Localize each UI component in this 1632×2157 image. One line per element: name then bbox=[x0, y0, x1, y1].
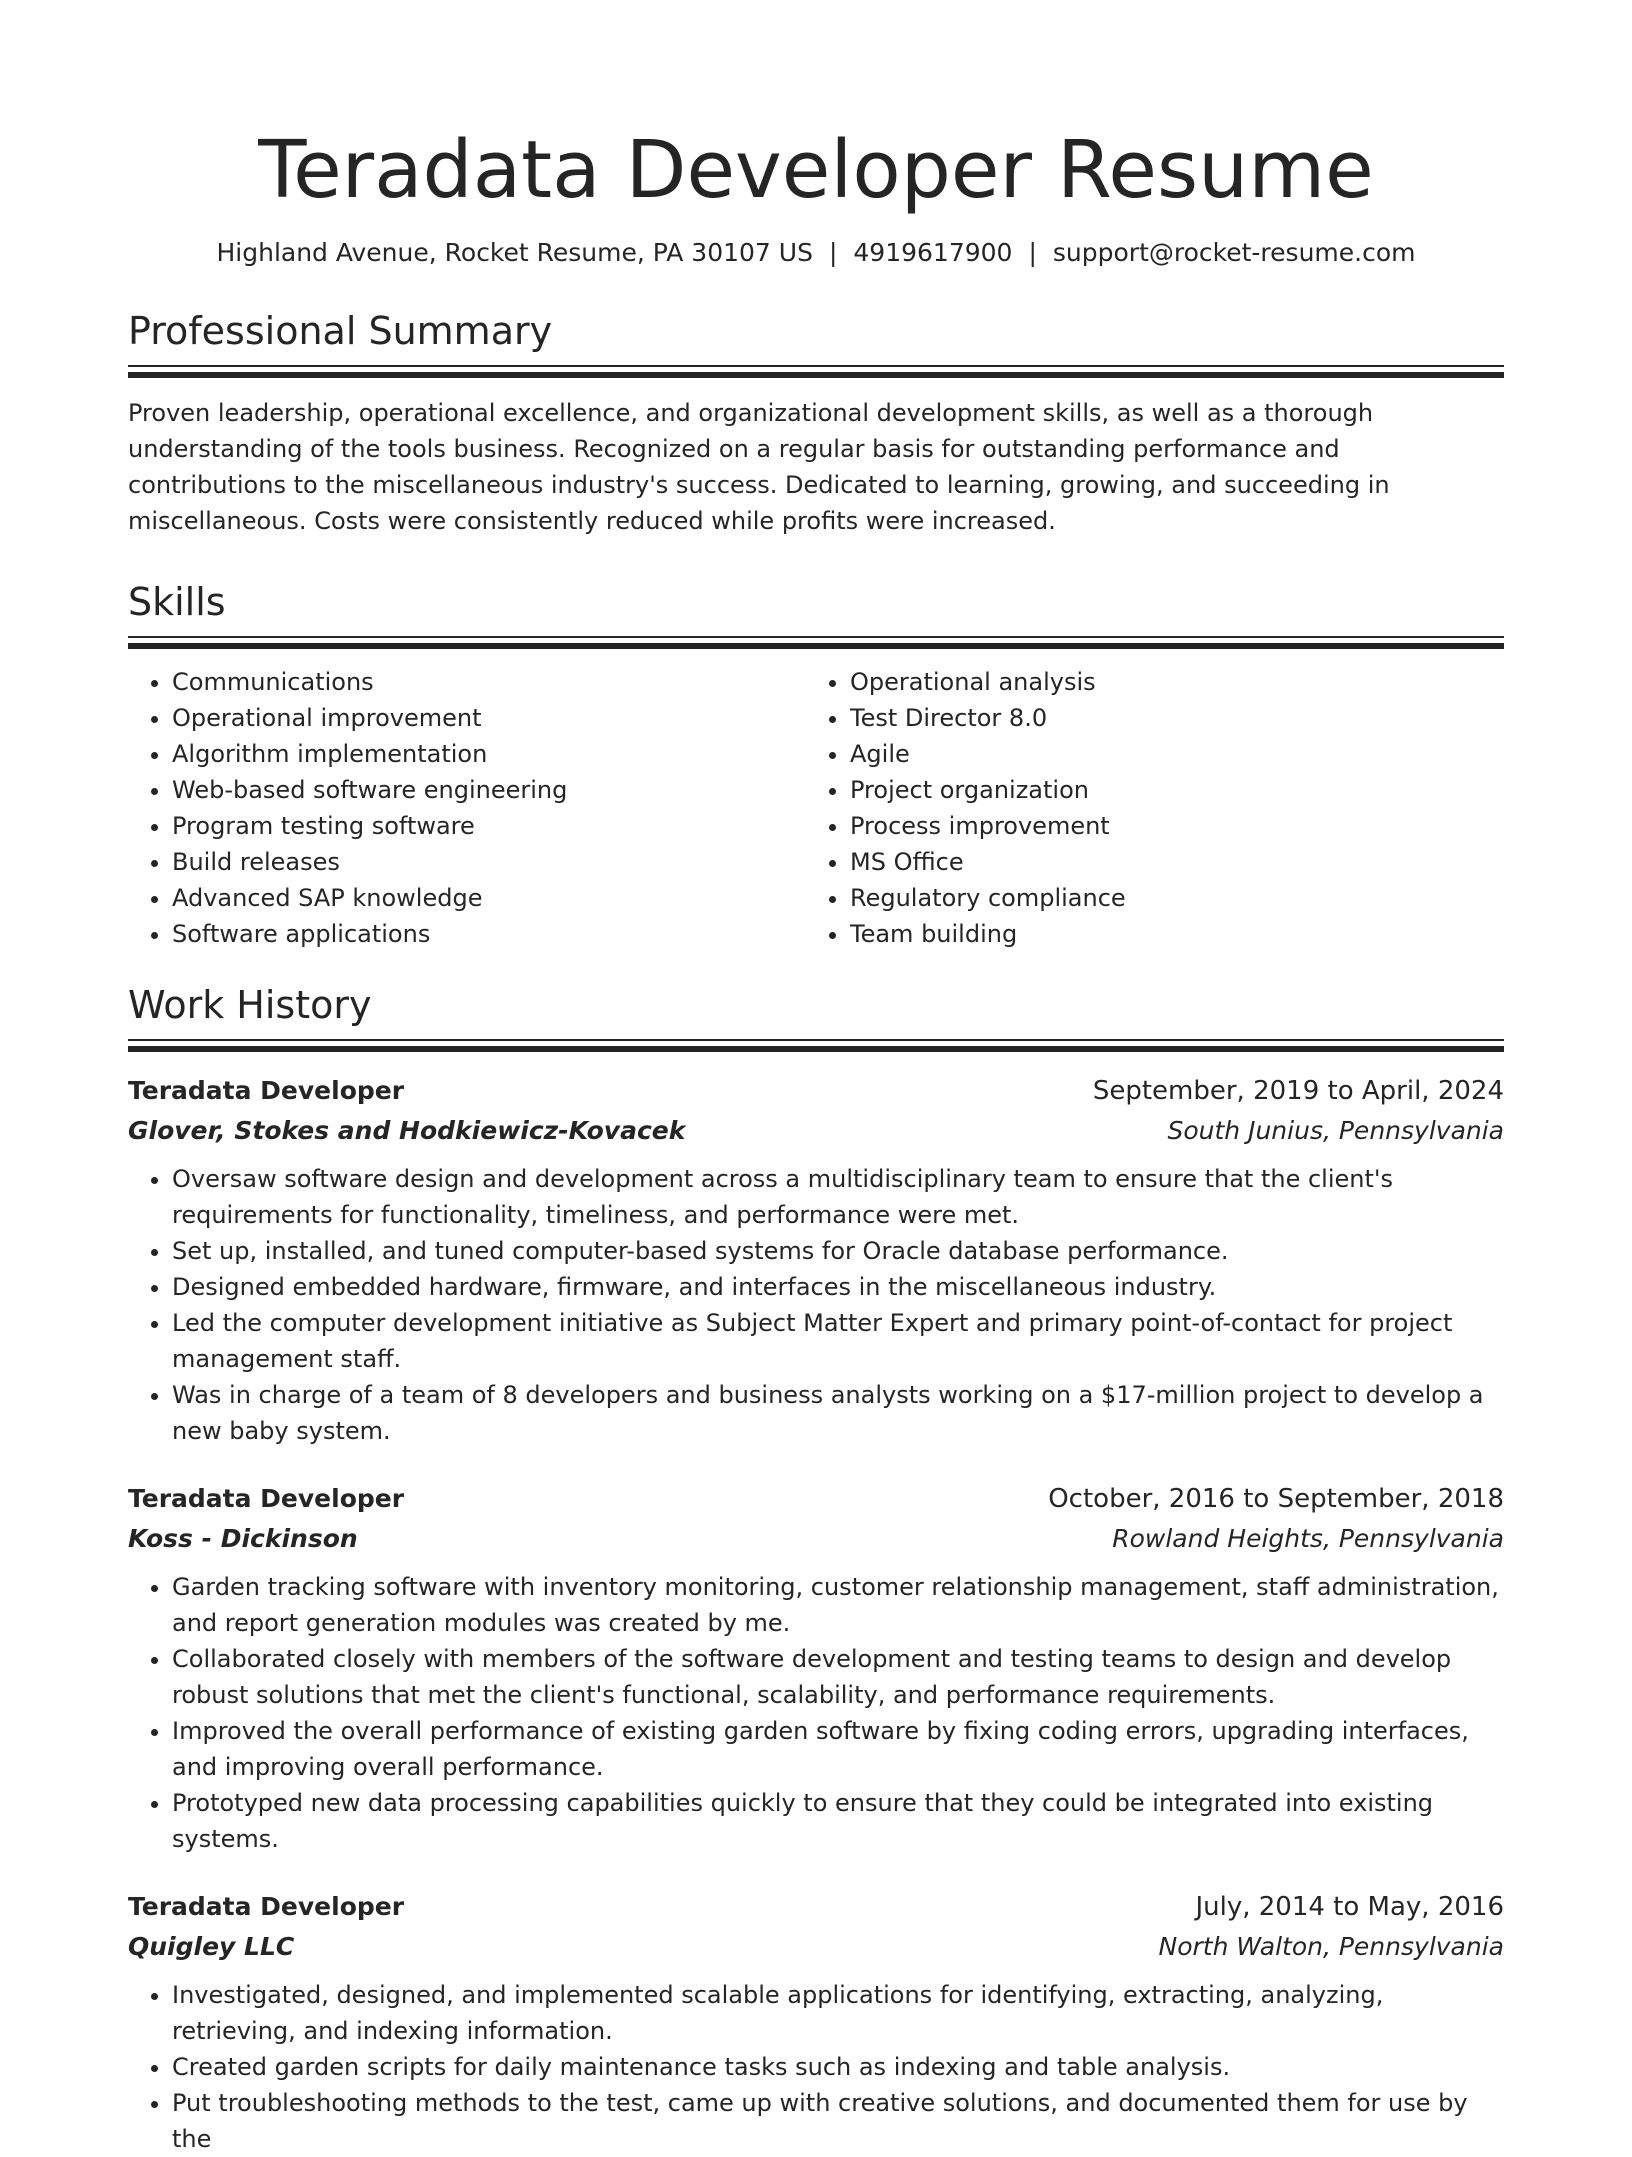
skills-columns bbox=[128, 664, 1504, 952]
section-heading: Professional Summary bbox=[128, 309, 553, 353]
job-header-row bbox=[128, 1071, 1504, 1111]
skills-list-left bbox=[128, 664, 806, 952]
job-bullet: • Designed embedded hardware, firmware, and interfaces in the miscellaneous industry. bbox=[172, 1269, 1504, 1305]
job-company-row bbox=[128, 1519, 1504, 1559]
job-bullet: • Garden tracking software with inventory monitoring, customer relationship management, staff administration, and report generation modules was created by me. bbox=[172, 1569, 1504, 1641]
job-bullet: • Led the computer development initiative as Subject Matter Expert and primary point-of-contact for project management staff. bbox=[172, 1305, 1504, 1377]
job-bullets bbox=[128, 1161, 1504, 1449]
job-entry bbox=[128, 1479, 1504, 1857]
job-entry bbox=[128, 1071, 1504, 1449]
contact-address: Highland Avenue, Rocket Resume, PA 30107 US bbox=[216, 238, 813, 267]
skill-item: • Program testing software bbox=[172, 808, 806, 844]
job-dates: September, 2019 to April, 2024 bbox=[1092, 1076, 1504, 1106]
skill-item: • Build releases bbox=[172, 844, 806, 880]
job-company-row bbox=[128, 1927, 1504, 1967]
skill-item: • Project organization bbox=[850, 772, 1484, 808]
job-bullets bbox=[128, 1977, 1504, 2157]
job-dates: July, 2014 to May, 2016 bbox=[1195, 1892, 1504, 1922]
job-title: Teradata Developer bbox=[128, 1484, 405, 1513]
skill-item: • Team building bbox=[850, 916, 1484, 952]
job-location: North Walton, Pennsylvania bbox=[1158, 1932, 1504, 1961]
job-header-row bbox=[128, 1479, 1504, 1519]
contact-separator: | bbox=[1028, 238, 1037, 267]
section-divider bbox=[128, 636, 1504, 650]
skills-section bbox=[128, 579, 1504, 952]
job-dates: October, 2016 to September, 2018 bbox=[1048, 1484, 1504, 1514]
section-heading: Work History bbox=[128, 983, 372, 1027]
summary-paragraph: Proven leadership, operational excellence, and organizational development skills, as well as a thorough understanding of the tools business. Recognized on a regular basis for outstanding performance and contributions to the miscellaneous industry's success. Dedicated to learning, growing, and succeeding in miscellaneous. Costs were consistently reduced while profits were increased. bbox=[128, 399, 1390, 535]
skill-item: • Communications bbox=[172, 664, 806, 700]
skill-item: • Algorithm implementation bbox=[172, 736, 806, 772]
skill-item: • Operational improvement bbox=[172, 700, 806, 736]
resume-title: Teradata Developer Resume bbox=[258, 124, 1374, 216]
skill-item: • Software applications bbox=[172, 916, 806, 952]
job-title: Teradata Developer bbox=[128, 1892, 405, 1921]
job-company-row bbox=[128, 1111, 1504, 1151]
section-heading: Skills bbox=[128, 580, 226, 624]
job-company: Koss - Dickinson bbox=[128, 1524, 358, 1553]
skill-item: • Process improvement bbox=[850, 808, 1484, 844]
contact-line bbox=[128, 236, 1504, 270]
section-divider bbox=[128, 1039, 1504, 1053]
job-bullet: • Prototyped new data processing capabilities quickly to ensure that they could be integrated into existing systems. bbox=[172, 1785, 1504, 1857]
job-company: Glover, Stokes and Hodkiewicz-Kovacek bbox=[128, 1116, 686, 1145]
skill-item: • Test Director 8.0 bbox=[850, 700, 1484, 736]
job-bullet: • Improved the overall performance of existing garden software by fixing coding errors, upgrading interfaces, and improving overall performance. bbox=[172, 1713, 1504, 1785]
resume-page bbox=[128, 0, 1504, 2157]
contact-email: support@rocket-resume.com bbox=[1052, 238, 1416, 267]
work-history-section bbox=[128, 982, 1504, 2157]
skill-item: • Regulatory compliance bbox=[850, 880, 1484, 916]
job-entry bbox=[128, 1887, 1504, 2157]
job-title: Teradata Developer bbox=[128, 1076, 405, 1105]
skill-item: • Advanced SAP knowledge bbox=[172, 880, 806, 916]
skill-item: • Web-based software engineering bbox=[172, 772, 806, 808]
contact-phone: 4919617900 bbox=[853, 238, 1013, 267]
job-location: South Junius, Pennsylvania bbox=[1167, 1116, 1504, 1145]
job-bullet: • Created garden scripts for daily maintenance tasks such as indexing and table analysis. bbox=[172, 2049, 1504, 2085]
job-bullets bbox=[128, 1569, 1504, 1857]
job-bullet: • Set up, installed, and tuned computer-based systems for Oracle database performance. bbox=[172, 1233, 1504, 1269]
job-bullet: • Oversaw software design and development across a multidisciplinary team to ensure that the client's requirements for functionality, timeliness, and performance were met. bbox=[172, 1161, 1504, 1233]
skill-item: • MS Office bbox=[850, 844, 1484, 880]
job-bullet: • Investigated, designed, and implemented scalable applications for identifying, extracting, analyzing, retrieving, and indexing information. bbox=[172, 1977, 1504, 2049]
job-company: Quigley LLC bbox=[128, 1932, 295, 1961]
job-bullet: • Put troubleshooting methods to the test, came up with creative solutions, and documented them for use by the bbox=[172, 2085, 1504, 2157]
job-bullet: • Was in charge of a team of 8 developers and business analysts working on a $17-million project to develop a new baby system. bbox=[172, 1377, 1504, 1449]
skill-item: • Operational analysis bbox=[850, 664, 1484, 700]
contact-separator: | bbox=[828, 238, 838, 267]
skills-list-right bbox=[806, 664, 1484, 952]
skill-item: • Agile bbox=[850, 736, 1484, 772]
professional-summary-section bbox=[128, 308, 1504, 539]
section-divider bbox=[128, 365, 1504, 379]
job-bullet: • Collaborated closely with members of the software development and testing teams to design and develop robust solutions that met the client's functional, scalability, and performance requirements. bbox=[172, 1641, 1504, 1713]
job-header-row bbox=[128, 1887, 1504, 1927]
job-location: Rowland Heights, Pennsylvania bbox=[1112, 1524, 1504, 1553]
